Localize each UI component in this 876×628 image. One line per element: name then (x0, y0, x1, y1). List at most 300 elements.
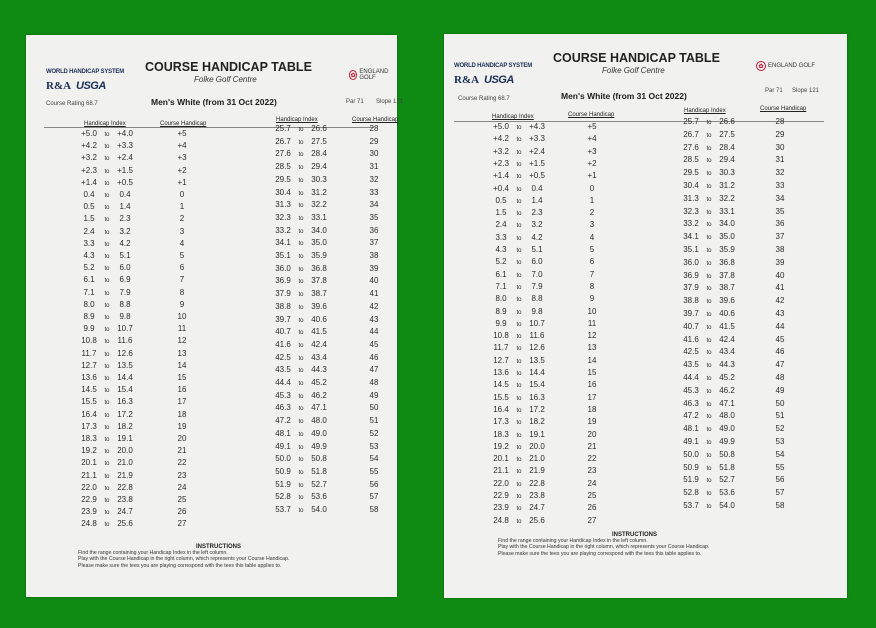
course-handicap-value: 36 (775, 219, 785, 229)
range-separator: to (298, 139, 304, 146)
range-separator: to (298, 215, 304, 222)
index-to: 15.4 (117, 385, 133, 395)
slope-label: Slope 121 (376, 99, 404, 105)
course-handicap-value: 6 (179, 263, 185, 273)
range-separator: to (706, 414, 712, 421)
index-from: 14.5 (493, 380, 509, 390)
index-from: 17.3 (81, 421, 97, 431)
index-to: 6.0 (531, 257, 543, 267)
table-row (78, 141, 187, 151)
course-handicap-value: +3 (587, 146, 597, 156)
index-from: 18.3 (493, 429, 509, 439)
course-handicap-value: 53 (775, 437, 785, 446)
table-row (490, 158, 597, 168)
course-handicap-value: 10 (587, 306, 597, 316)
index-to: 49.0 (719, 424, 735, 434)
table-row (272, 314, 379, 324)
index-to: 35.9 (311, 251, 327, 260)
table-row (272, 339, 379, 349)
index-from: 27.6 (683, 142, 699, 152)
index-to: +4.0 (117, 129, 133, 138)
course-handicap-value: 29 (775, 129, 785, 139)
course-handicap-value: 52 (369, 428, 379, 438)
course-handicap-value: 26 (177, 507, 187, 517)
range-separator: to (104, 510, 110, 517)
index-to: 29.4 (719, 155, 735, 165)
table-row (490, 343, 597, 353)
range-separator: to (104, 498, 110, 504)
index-from: 28.5 (683, 155, 699, 165)
course-handicap-value: 41 (775, 283, 785, 293)
table-row (78, 312, 187, 321)
table-row (490, 281, 595, 291)
usga-logo: USGA (484, 74, 514, 86)
index-to: 19.1 (529, 429, 545, 439)
range-separator: to (516, 494, 522, 500)
index-from: 3.3 (83, 238, 95, 248)
table-row (272, 149, 379, 159)
index-from: 51.9 (275, 479, 291, 489)
course-handicap-value: 26 (587, 503, 597, 513)
index-to: 31.2 (311, 187, 327, 197)
table-row (272, 492, 379, 502)
index-to: +0.5 (117, 177, 133, 187)
range-separator: to (298, 304, 304, 311)
table-row (78, 299, 185, 309)
index-to: 4.2 (119, 238, 131, 248)
course-handicap-value: 23 (587, 466, 597, 476)
range-separator: to (516, 211, 522, 218)
index-to: 13.5 (529, 355, 545, 365)
range-separator: to (516, 334, 522, 341)
range-separator: to (706, 209, 712, 216)
table-row (272, 276, 379, 286)
course-handicap-value: 4 (179, 238, 185, 248)
course-handicap-value: 50 (369, 403, 379, 413)
index-to: 11.6 (117, 336, 133, 346)
table-row (680, 206, 785, 216)
index-from: 34.1 (275, 238, 291, 248)
table-row (490, 134, 597, 144)
range-separator: to (104, 449, 110, 456)
table-row (680, 475, 785, 485)
index-to: 38.7 (719, 283, 735, 293)
index-from: 44.4 (275, 378, 291, 387)
range-separator: to (516, 444, 522, 451)
range-separator: to (516, 137, 522, 144)
index-from: 21.1 (493, 466, 509, 476)
index-from: 1.5 (495, 208, 507, 218)
range-separator: to (516, 346, 522, 353)
table-row (490, 355, 597, 365)
england-golf-logo: ✿ ENGLAND GOLF (350, 69, 389, 81)
range-separator: to (706, 388, 712, 395)
table-row (680, 309, 785, 318)
index-from: 46.3 (683, 398, 699, 408)
course-handicap-value: 12 (587, 331, 597, 341)
course-handicap-value: 45 (369, 339, 379, 349)
index-to: 12.6 (529, 343, 545, 353)
range-separator: to (516, 371, 522, 377)
index-from: 4.3 (495, 245, 507, 254)
range-separator: to (516, 432, 522, 439)
index-from: 39.7 (683, 309, 699, 318)
table-row (272, 162, 379, 172)
course-handicap-value: 6 (589, 257, 595, 267)
table-row (490, 171, 597, 181)
table-row (272, 289, 379, 299)
course-handicap-value: 9 (179, 299, 185, 309)
index-from: 8.9 (495, 306, 507, 316)
index-to: 26.6 (719, 117, 735, 126)
table-row (680, 270, 785, 280)
course-handicap-value: 43 (775, 309, 785, 318)
index-from: 40.7 (683, 321, 699, 331)
index-to: 1.4 (531, 195, 543, 205)
index-from: 41.6 (275, 339, 291, 349)
index-to: 1.4 (119, 202, 131, 212)
course-handicap-value: +1 (587, 171, 597, 181)
table-row (78, 190, 185, 199)
table-row (680, 117, 785, 126)
index-from: 20.1 (493, 454, 509, 464)
range-separator: to (104, 266, 110, 273)
club-name: Folke Golf Centre (194, 75, 257, 84)
index-to: 10.7 (529, 318, 545, 328)
table-row (272, 225, 379, 235)
range-separator: to (706, 171, 712, 178)
course-handicap-value: 2 (589, 208, 595, 218)
table-row (680, 168, 785, 178)
index-to: +3.3 (529, 134, 545, 144)
index-to: 25.6 (117, 519, 133, 529)
course-handicap-value: 0 (179, 190, 185, 199)
index-from: +3.2 (81, 153, 97, 163)
course-handicap-value: 34 (369, 200, 379, 210)
index-from: 16.4 (493, 404, 509, 414)
table-row (272, 378, 379, 387)
table-row (272, 479, 379, 489)
index-from: 30.4 (683, 181, 699, 190)
table-row (78, 202, 185, 212)
range-separator: to (706, 158, 712, 165)
index-from: 12.7 (493, 355, 509, 365)
col-header-index-2: Handicap Index (276, 117, 318, 123)
range-separator: to (298, 127, 304, 133)
course-handicap-value: 35 (369, 212, 379, 222)
range-separator: to (298, 508, 304, 514)
handicap-card-right (444, 34, 847, 598)
table-row (680, 501, 785, 510)
instructions-title: INSTRUCTIONS (196, 544, 241, 550)
instructions-title: INSTRUCTIONS (612, 532, 657, 538)
table-row (78, 336, 187, 346)
index-to: 2.3 (119, 214, 131, 224)
index-to: 4.2 (531, 232, 543, 242)
index-from: 50.9 (275, 466, 291, 476)
index-from: 8.0 (495, 294, 507, 304)
index-to: 32.2 (719, 193, 735, 203)
range-separator: to (706, 478, 712, 485)
col-header-index-2: Handicap Index (684, 108, 726, 114)
col-header-course-1: Course Handicap (568, 112, 615, 118)
range-separator: to (298, 355, 304, 362)
range-separator: to (298, 241, 304, 248)
course-handicap-value: 25 (587, 491, 597, 500)
course-handicap-value: 11 (587, 318, 597, 328)
index-from: 36.0 (275, 263, 291, 273)
table-row (490, 417, 597, 427)
course-handicap-value: 1 (589, 195, 595, 205)
range-separator: to (516, 248, 522, 254)
table-row (78, 129, 187, 138)
index-from: 37.9 (683, 283, 699, 293)
index-to: 3.2 (119, 226, 131, 236)
course-handicap-value: 16 (587, 380, 597, 390)
table-row (272, 454, 379, 464)
index-to: 22.8 (117, 482, 133, 492)
index-from: 42.5 (275, 352, 291, 362)
course-handicap-value: 53 (369, 441, 379, 451)
index-from: 40.7 (275, 327, 291, 337)
index-to: 43.4 (311, 352, 327, 362)
index-to: 35.9 (719, 245, 735, 254)
range-separator: to (298, 482, 304, 489)
range-separator: to (516, 125, 522, 131)
range-separator: to (516, 198, 522, 205)
index-to: 45.2 (719, 373, 735, 382)
index-from: 8.0 (83, 299, 95, 309)
table-row (272, 466, 379, 476)
index-from: 48.1 (683, 424, 699, 434)
table-row (490, 331, 597, 341)
table-row (680, 398, 785, 408)
index-from: 37.9 (275, 289, 291, 299)
table-row (272, 428, 379, 438)
index-from: 32.3 (683, 206, 699, 216)
index-to: +0.5 (529, 171, 545, 181)
table-row (490, 183, 595, 193)
table-row (78, 263, 185, 273)
ra-logo: R&A (454, 74, 480, 86)
course-handicap-value: 55 (775, 462, 785, 472)
table-row (490, 294, 595, 304)
table-row (272, 200, 379, 210)
table-row (78, 470, 187, 480)
course-handicap-value: 49 (775, 385, 785, 395)
index-to: 50.8 (719, 449, 735, 459)
range-separator: to (706, 132, 712, 139)
table-row (78, 458, 187, 468)
table-row (680, 155, 785, 165)
table-row (490, 257, 595, 267)
course-handicap-value: 54 (369, 454, 379, 464)
table-row (490, 429, 597, 439)
range-separator: to (104, 144, 110, 151)
range-separator: to (706, 145, 712, 152)
range-separator: to (298, 431, 304, 438)
index-to: 37.8 (311, 276, 327, 286)
tee-label: Men's White (from 31 Oct 2022) (561, 91, 687, 101)
table-row (78, 446, 187, 456)
index-to: 7.9 (531, 281, 543, 291)
index-to: 40.6 (719, 309, 735, 318)
index-to: 41.5 (311, 327, 327, 337)
course-handicap-value: 31 (775, 155, 785, 165)
index-to: 50.8 (311, 454, 327, 464)
index-to: 52.7 (719, 475, 735, 485)
table-row (272, 301, 379, 311)
range-separator: to (516, 457, 522, 464)
index-to: 45.2 (311, 378, 327, 387)
table-row (680, 296, 785, 306)
index-from: 0.5 (83, 202, 95, 212)
course-handicap-value: 50 (775, 398, 785, 408)
index-from: 29.5 (683, 168, 699, 178)
index-to: 34.0 (719, 219, 735, 229)
table-row (272, 416, 379, 426)
index-from: 52.8 (683, 488, 699, 498)
course-handicap-value: 36 (369, 225, 379, 235)
course-handicap-value: 7 (589, 269, 595, 279)
index-to: 3.2 (531, 220, 543, 230)
range-separator: to (298, 165, 304, 172)
index-from: +3.2 (493, 146, 509, 156)
index-from: 3.3 (495, 232, 507, 242)
table-row (490, 208, 595, 218)
table-row (78, 421, 187, 431)
course-handicap-value: 44 (775, 321, 785, 331)
index-from: 23.9 (81, 507, 97, 517)
range-separator: to (298, 406, 304, 413)
index-to: 38.7 (311, 289, 327, 299)
course-handicap-value: 22 (587, 454, 597, 464)
course-handicap-value: 39 (775, 257, 785, 267)
range-separator: to (104, 302, 110, 309)
index-from: 38.8 (683, 296, 699, 306)
course-handicap-value: 9 (589, 294, 595, 304)
table-row (272, 403, 379, 413)
index-to: 18.2 (117, 421, 133, 431)
course-handicap-value: 14 (587, 355, 597, 365)
index-to: 35.0 (311, 238, 327, 248)
index-to: 19.1 (117, 434, 133, 443)
course-handicap-value: 23 (177, 470, 187, 480)
table-row (272, 365, 379, 375)
table-row (272, 505, 379, 514)
index-from: 26.7 (683, 129, 699, 139)
whs-logo: WORLD HANDICAP SYSTEM (46, 69, 125, 75)
index-from: 48.1 (275, 428, 291, 438)
table-row (490, 503, 597, 513)
index-to: 6.0 (119, 263, 131, 273)
course-handicap-value: 38 (775, 245, 785, 254)
course-handicap-value: 56 (775, 475, 785, 485)
course-handicap-value: 42 (775, 296, 785, 306)
index-from: 51.9 (683, 475, 699, 485)
index-to: 25.6 (529, 515, 545, 525)
index-from: 21.1 (81, 470, 97, 480)
range-separator: to (516, 383, 522, 390)
range-separator: to (298, 203, 304, 210)
range-separator: to (104, 351, 110, 358)
range-separator: to (706, 324, 712, 331)
course-handicap-value: 5 (589, 245, 595, 254)
range-separator: to (298, 457, 304, 464)
range-separator: to (706, 337, 712, 344)
course-handicap-value: 25 (177, 495, 187, 504)
index-to: 23.8 (117, 495, 133, 504)
range-separator: to (706, 299, 712, 306)
course-handicap-value: 11 (177, 324, 187, 334)
range-separator: to (516, 469, 522, 476)
index-from: 41.6 (683, 334, 699, 344)
course-handicap-value: 55 (369, 466, 379, 476)
range-separator: to (516, 358, 522, 365)
table-row (680, 334, 785, 344)
course-handicap-value: 31 (369, 162, 379, 172)
index-to: 54.0 (311, 505, 327, 514)
course-handicap-value: 28 (369, 124, 379, 133)
table-row (490, 306, 597, 316)
par-label: Par 71 (346, 99, 364, 105)
index-to: 16.3 (529, 392, 545, 402)
index-to: 30.3 (311, 174, 327, 184)
index-to: 14.4 (117, 373, 133, 382)
index-to: 29.4 (311, 162, 327, 172)
index-from: 9.9 (83, 324, 95, 334)
course-handicap-value: 49 (369, 390, 379, 400)
index-to: 23.8 (529, 491, 545, 500)
index-from: 1.5 (83, 214, 95, 224)
range-separator: to (516, 420, 522, 427)
index-from: 15.5 (493, 392, 509, 402)
range-separator: to (516, 297, 522, 304)
index-from: 26.7 (275, 136, 291, 146)
instructions-text: Find the range containing your Handicap Index in the left column. Play with the Course Handicap in the right column, which represents your Course Handicap. Please make sure the tees you are playing correspond with the tees this table applies to. (498, 538, 710, 557)
col-header-course-1: Course Handicap (160, 121, 207, 127)
index-to: 41.5 (719, 321, 735, 331)
range-separator: to (706, 260, 712, 267)
index-to: 13.5 (117, 360, 133, 370)
range-separator: to (706, 465, 712, 472)
table-row (78, 507, 187, 517)
index-to: 28.4 (719, 142, 735, 152)
range-separator: to (516, 235, 522, 242)
table-row (78, 251, 185, 260)
range-separator: to (104, 376, 110, 382)
index-to: 14.4 (529, 368, 545, 377)
col-header-course-2: Course Handicap (352, 117, 399, 123)
index-from: 30.4 (275, 187, 291, 197)
index-to: 24.7 (529, 503, 545, 513)
range-separator: to (298, 342, 304, 349)
course-handicap-value: 10 (177, 312, 187, 321)
index-to: 15.4 (529, 380, 545, 390)
index-from: 4.3 (83, 251, 95, 260)
range-separator: to (298, 279, 304, 286)
course-handicap-value: 56 (369, 479, 379, 489)
table-row (490, 441, 597, 451)
index-to: +3.3 (117, 141, 133, 151)
rose-icon: ✿ (756, 61, 766, 71)
range-separator: to (104, 327, 110, 334)
range-separator: to (706, 222, 712, 229)
range-separator: to (104, 315, 110, 321)
course-handicap-value: 57 (775, 488, 785, 498)
course-handicap-value: 33 (775, 181, 785, 190)
course-handicap-value: 51 (775, 411, 785, 421)
